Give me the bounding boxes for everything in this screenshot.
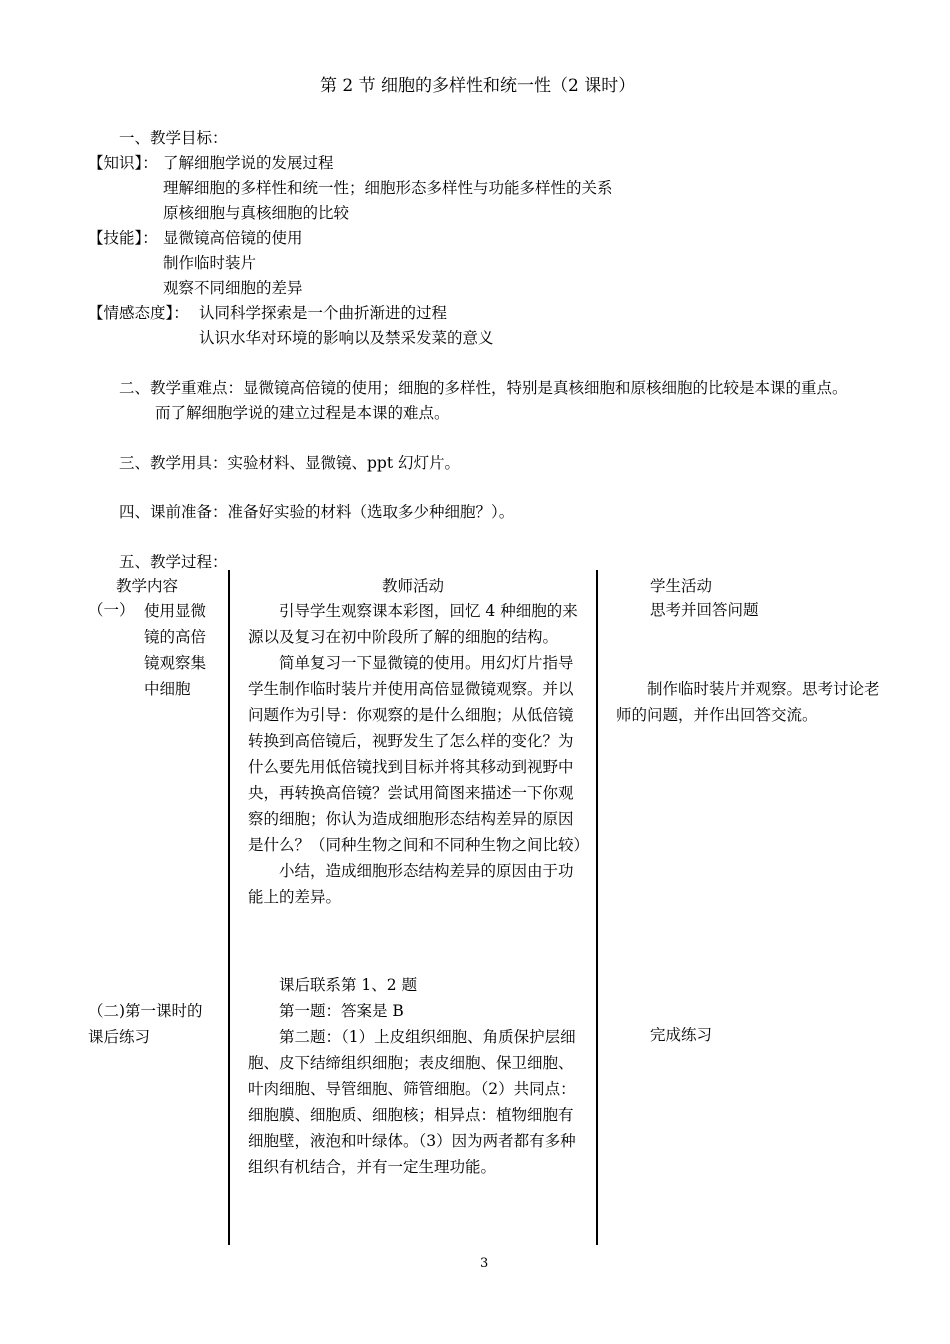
process-heading: 五、教学过程： — [119, 553, 228, 571]
teaching-tools: 三、教学用具：实验材料、显微镜、ppt 幻灯片。 — [119, 454, 461, 472]
table-divider — [596, 570, 598, 1245]
teacher-paragraph: 第二题：（1）上皮组织细胞、角质保护层细胞、皮下结缔组织细胞；表皮细胞、保卫细胞、叶肉细胞、导管细胞、筛管细胞。（2）共同点：细胞膜、细胞质、细胞核；相异点：植物细胞有细胞壁，液泡和叶绿体。（3）因为两者都有多种组织有机结合，并有一定生理功能。 — [248, 1028, 576, 1176]
table-divider — [228, 570, 230, 1245]
page-number: 3 — [480, 1256, 489, 1271]
row1-number: （一） — [88, 601, 135, 619]
skill-item: 制作临时装片 — [163, 254, 257, 272]
emotion-item: 认同科学探索是一个曲折渐进的过程 — [199, 304, 448, 322]
header-student: 学生活动 — [650, 577, 713, 595]
key-points-line: 而了解细胞学说的建立过程是本课的难点。 — [155, 404, 450, 422]
teacher-paragraph: 小结，造成细胞形态结构差异的原因由于功能上的差异。 — [248, 862, 574, 906]
knowledge-label: 【知识】： — [88, 154, 158, 172]
row2-student: 完成练习 — [650, 1026, 713, 1044]
row2-teacher — [248, 972, 584, 1180]
header-content: 教学内容 — [116, 577, 179, 595]
knowledge-item: 理解细胞的多样性和统一性；细胞形态多样性与功能多样性的关系 — [163, 179, 613, 197]
skill-label: 【技能】： — [88, 229, 158, 247]
teacher-paragraph: 课后联系第 1、2 题 — [279, 976, 418, 994]
row1-teacher — [248, 598, 590, 910]
knowledge-item: 了解细胞学说的发展过程 — [163, 154, 334, 172]
teacher-paragraph: 第一题：答案是 B — [279, 1002, 404, 1020]
emotion-label: 【情感态度】： — [88, 304, 189, 322]
row1-label: 使用显微镜的高倍镜观察集中细胞 — [144, 602, 207, 698]
skill-item: 显微镜高倍镜的使用 — [163, 229, 303, 247]
skill-item: 观察不同细胞的差异 — [163, 279, 303, 297]
knowledge-item: 原核细胞与真核细胞的比较 — [163, 204, 350, 222]
header-teacher: 教师活动 — [382, 577, 445, 595]
preparation: 四、课前准备：准备好实验的材料（选取多少种细胞？）。 — [119, 503, 515, 521]
row2-label: （二)第一课时的课后练习 — [88, 1002, 203, 1046]
emotion-item: 认识水华对环境的影响以及禁采发菜的意义 — [199, 329, 494, 347]
row1-student-1: 思考并回答问题 — [650, 601, 759, 619]
teacher-paragraph: 引导学生观察课本彩图，回忆 4 种细胞的来源以及复习在初中阶段所了解的细胞的结构。 — [248, 602, 578, 646]
key-points-line: 二、教学重难点：显微镜高倍镜的使用；细胞的多样性，特别是真核细胞和原核细胞的比较是本课的重点。 — [119, 379, 848, 397]
page-title: 第 2 节 细胞的多样性和统一性（2 课时） — [320, 76, 636, 96]
teacher-paragraph: 简单复习一下显微镜的使用。用幻灯片指导学生制作临时装片并使用高倍显微镜观察。并以问题作为引导：你观察的是什么细胞；从低倍镜转换到高倍镜后，视野发生了怎么样的变化？为什么要先用低倍镜找到目标并将其移动到视野中央，再转换高倍镜？尝试用简图来描述一下你观察的细胞；你认为造成细胞形态结构差异的原因是什么？（同种生物之间和不同种生物之间比较） — [248, 654, 590, 854]
row1-student-2: 制作临时装片并观察。思考讨论老师的问题，并作出回答交流。 — [616, 680, 880, 724]
objectives-heading: 一、教学目标： — [119, 129, 228, 147]
